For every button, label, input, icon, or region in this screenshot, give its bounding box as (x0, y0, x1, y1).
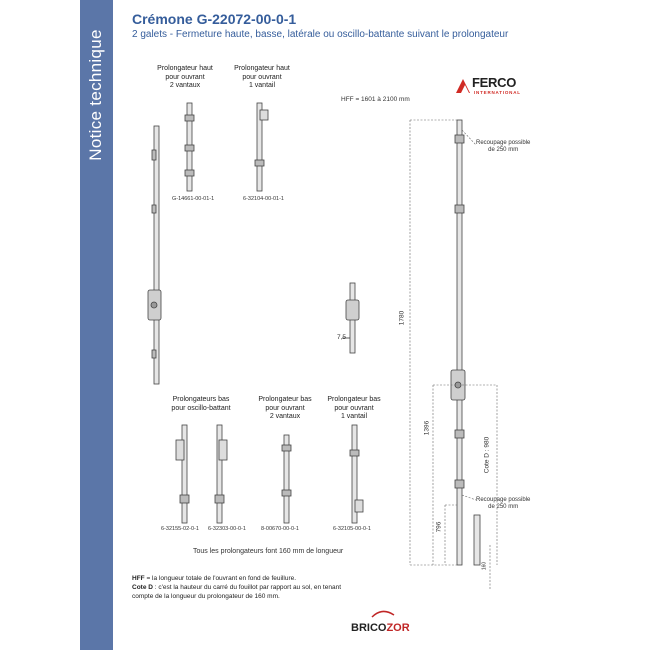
hff-range-label: HFF = 1601 à 2100 mm (341, 96, 410, 103)
bricozor-logo-part2: ZOR (386, 622, 410, 634)
top-extension-1v-drawing (255, 103, 268, 191)
top-extension-2v-drawing (185, 103, 194, 191)
extension-length-note: Tous les prolongateurs font 160 mm de longueur (193, 548, 344, 555)
ferco-logo-text: FERCO (472, 75, 517, 90)
recoupage-bottom-label: Recoupage possible de 250 mm (476, 497, 531, 510)
top-extension-2v-ref: G-14661-00-01-1 (172, 196, 215, 202)
recoupage-top-label: Recoupage possible de 250 mm (476, 140, 531, 153)
top-extension-1v-ref: 6-32104-00-01-1 (243, 196, 284, 202)
footnote-cote-d-continued: compte de la longueur du prolongateur de 160 mm. (132, 593, 280, 600)
bottom-extension-1v-caption: Prolongateur bas pour ouvrant 1 vantail (327, 396, 381, 420)
bottom-extension-1v-ref: 6-32105-00-0-1 (333, 526, 371, 532)
dimension-lines (410, 120, 497, 590)
bottom-extension-2v-ref: 8-00670-00-0-1 (261, 526, 299, 532)
dimension-1396: 1396 (423, 420, 431, 436)
bottom-extension-1v-drawing (350, 425, 363, 523)
dimension-1780: 1780 (398, 310, 406, 326)
bottom-extension-2v-drawing (282, 435, 291, 523)
bottom-extension-ob-ref-2: 6-32303-00-0-1 (208, 526, 246, 532)
dimension-160: 160 (481, 561, 488, 571)
top-extension-2v-caption: Prolongateur haut pour ouvrant 2 vantaux (157, 65, 213, 89)
bricozor-logo-part1: BRICO (351, 622, 387, 634)
page-subtitle: 2 galets - Fermeture haute, basse, latérale ou oscillo-battante suivant le prolongateur (132, 29, 509, 40)
footnote-cote-d: Cote D : c'est la hauteur du carré du fouillot par rapport au sol, en tenant (132, 584, 342, 591)
page-title: Crémone G-22072-00-0-1 (132, 11, 297, 27)
bottom-extension-ob-caption: Prolongateurs bas pour oscillo-battant (171, 396, 231, 412)
ferco-logo-tagline: INTERNATIONAL (474, 90, 521, 95)
top-extension-1v-caption: Prolongateur haut pour ouvrant 1 vantail (234, 65, 290, 89)
bottom-extension-2v-caption: Prolongateur bas pour ouvrant 2 vantaux (258, 396, 312, 420)
sidebar-label: Notice technique (86, 29, 105, 161)
bottom-extension-ob-drawing-2 (215, 425, 227, 523)
detail-7-5-drawing (342, 283, 359, 353)
bottom-extension-ob-ref-1: 6-32155-02-0-1 (161, 526, 199, 532)
bottom-extension-ob-drawing-1 (176, 425, 189, 523)
dimension-796: 796 (435, 521, 443, 533)
footnote-hff: HFF = la longueur totale de l'ouvrant en fond de feuillure. (132, 575, 297, 582)
dimension-7-5: 7,5 (337, 334, 347, 341)
dimension-cote-d: Cote D : 980 (483, 436, 491, 474)
main-cremone-bar (148, 126, 161, 384)
assembled-bar-drawing (451, 120, 480, 565)
